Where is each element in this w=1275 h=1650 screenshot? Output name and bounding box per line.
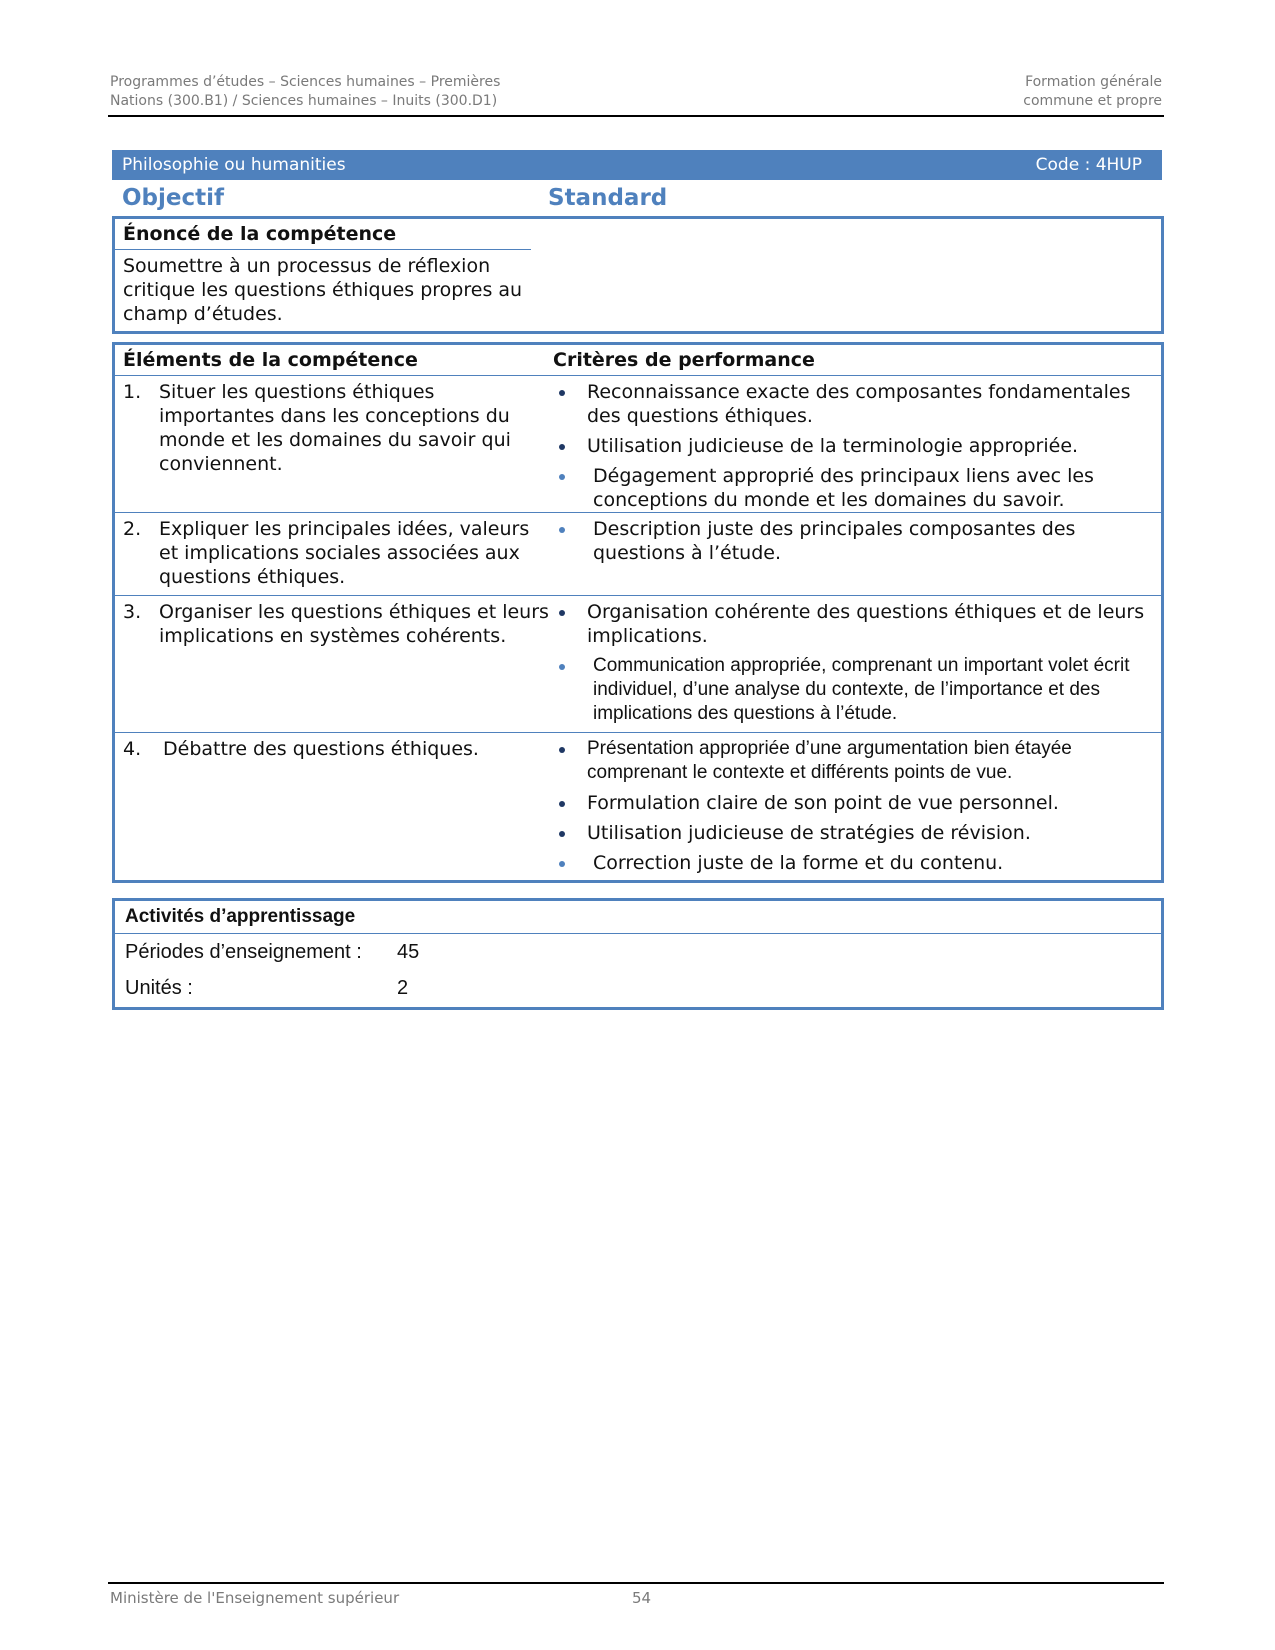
element-cell <box>115 376 561 476</box>
standard-heading: Standard <box>548 185 668 211</box>
bullet-icon <box>559 747 565 753</box>
enonce-heading: Énoncé de la compétence <box>123 223 397 245</box>
page-header <box>110 73 1164 117</box>
element-number: 2. <box>123 518 142 540</box>
criteria-cell <box>545 513 1161 571</box>
units-row <box>115 970 1161 1006</box>
enonce-text: Soumettre à un processus de réflexion critique les questions éthiques propres au champ d’études. <box>115 249 531 330</box>
course-code: Code : 4HUP <box>1035 155 1142 175</box>
column-headings <box>112 182 1162 214</box>
criteria-cell <box>545 376 1161 518</box>
bullet-icon <box>559 474 565 480</box>
element-number: 1. <box>123 381 142 403</box>
activities-heading: Activités d’apprentissage <box>125 906 356 927</box>
footer-ministry: Ministère de l'Enseignement supérieur <box>110 1589 400 1607</box>
enonce-box <box>112 216 1164 334</box>
criteria-item: Organisation cohérente des questions éthiques et de leurs implications. <box>553 600 1153 648</box>
element-text: Organiser les questions éthiques et leurs implications en systèmes cohérents. <box>159 601 549 647</box>
units-value: 2 <box>397 977 409 999</box>
criteria-item: Dégagement approprié des principaux liens avec les conceptions du monde et les domaines du savoir. <box>553 464 1153 512</box>
header-left-line1: Programmes d’études – Sciences humaines – Premières <box>110 74 501 90</box>
header-right-line1: Formation générale <box>1025 74 1162 90</box>
element-text: Expliquer les principales idées, valeurs et implications sociales associées aux questions éthiques. <box>159 518 530 588</box>
table-row <box>115 375 1161 512</box>
element-number: 4. <box>123 738 142 760</box>
periods-value: 45 <box>397 941 420 963</box>
criteria-list <box>545 376 1161 512</box>
criteria-item: Présentation appropriée d’une argumentation bien étayée comprenant le contexte et différents points de vue. <box>553 737 1153 785</box>
criteria-item: Reconnaissance exacte des composantes fondamentales des questions éthiques. <box>553 380 1153 428</box>
activities-details <box>115 933 1161 1006</box>
criteria-item: Communication appropriée, comprenant un important volet écrit individuel, d’une analyse du contexte, de l’importance et des implications des questions à l’étude. <box>553 654 1153 726</box>
bullet-icon <box>559 861 565 867</box>
element-number: 3. <box>123 601 142 623</box>
criteria-list <box>545 513 1161 565</box>
element-text: Situer les questions éthiques importantes dans les conceptions du monde et les domaines du savoir qui conviennent. <box>159 381 511 475</box>
table-header-criteria: Critères de performance <box>553 349 815 371</box>
criteria-item: Utilisation judicieuse de la terminologie appropriée. <box>553 434 1153 458</box>
units-label: Unités : <box>125 977 193 999</box>
element-cell <box>115 596 561 648</box>
table-header-elements: Éléments de la compétence <box>123 349 418 371</box>
footer-divider <box>108 1582 1164 1584</box>
bullet-icon <box>559 610 565 616</box>
criteria-cell <box>545 733 1161 881</box>
bullet-icon <box>559 527 565 533</box>
bullet-icon <box>559 664 565 670</box>
element-text: Débattre des questions éthiques. <box>163 738 479 760</box>
criteria-item: Utilisation judicieuse de stratégies de révision. <box>553 821 1153 845</box>
table-row <box>115 512 1161 595</box>
bullet-icon <box>559 390 565 396</box>
criteria-item: Description juste des principales composantes des questions à l’étude. <box>553 517 1153 565</box>
criteria-item: Correction juste de la forme et du contenu. <box>553 851 1153 875</box>
criteria-item: Formulation claire de son point de vue personnel. <box>553 791 1153 815</box>
table-row <box>115 595 1161 732</box>
periods-row <box>115 934 1161 970</box>
element-cell <box>115 733 561 761</box>
criteria-list <box>545 733 1161 875</box>
header-left-line2: Nations (300.B1) / Sciences humaines – Inuits (300.D1) <box>110 93 498 109</box>
periods-label: Périodes d’enseignement : <box>125 941 362 963</box>
page-number: 54 <box>632 1589 652 1607</box>
course-title-bar <box>112 150 1162 180</box>
criteria-cell <box>545 596 1161 732</box>
header-program-title <box>110 73 500 111</box>
element-cell <box>115 513 561 589</box>
objectif-heading: Objectif <box>122 185 225 211</box>
bullet-icon <box>559 801 565 807</box>
table-row <box>115 732 1161 880</box>
course-name: Philosophie ou humanities <box>122 155 346 175</box>
bullet-icon <box>559 831 565 837</box>
bullet-icon <box>559 444 565 450</box>
table-header-row <box>115 345 1161 375</box>
competence-table <box>112 342 1164 883</box>
header-right-line2: commune et propre <box>1023 93 1162 109</box>
criteria-list <box>545 596 1161 726</box>
activities-box <box>112 898 1164 1010</box>
header-divider <box>108 115 1164 117</box>
header-formation-type <box>1023 73 1162 111</box>
